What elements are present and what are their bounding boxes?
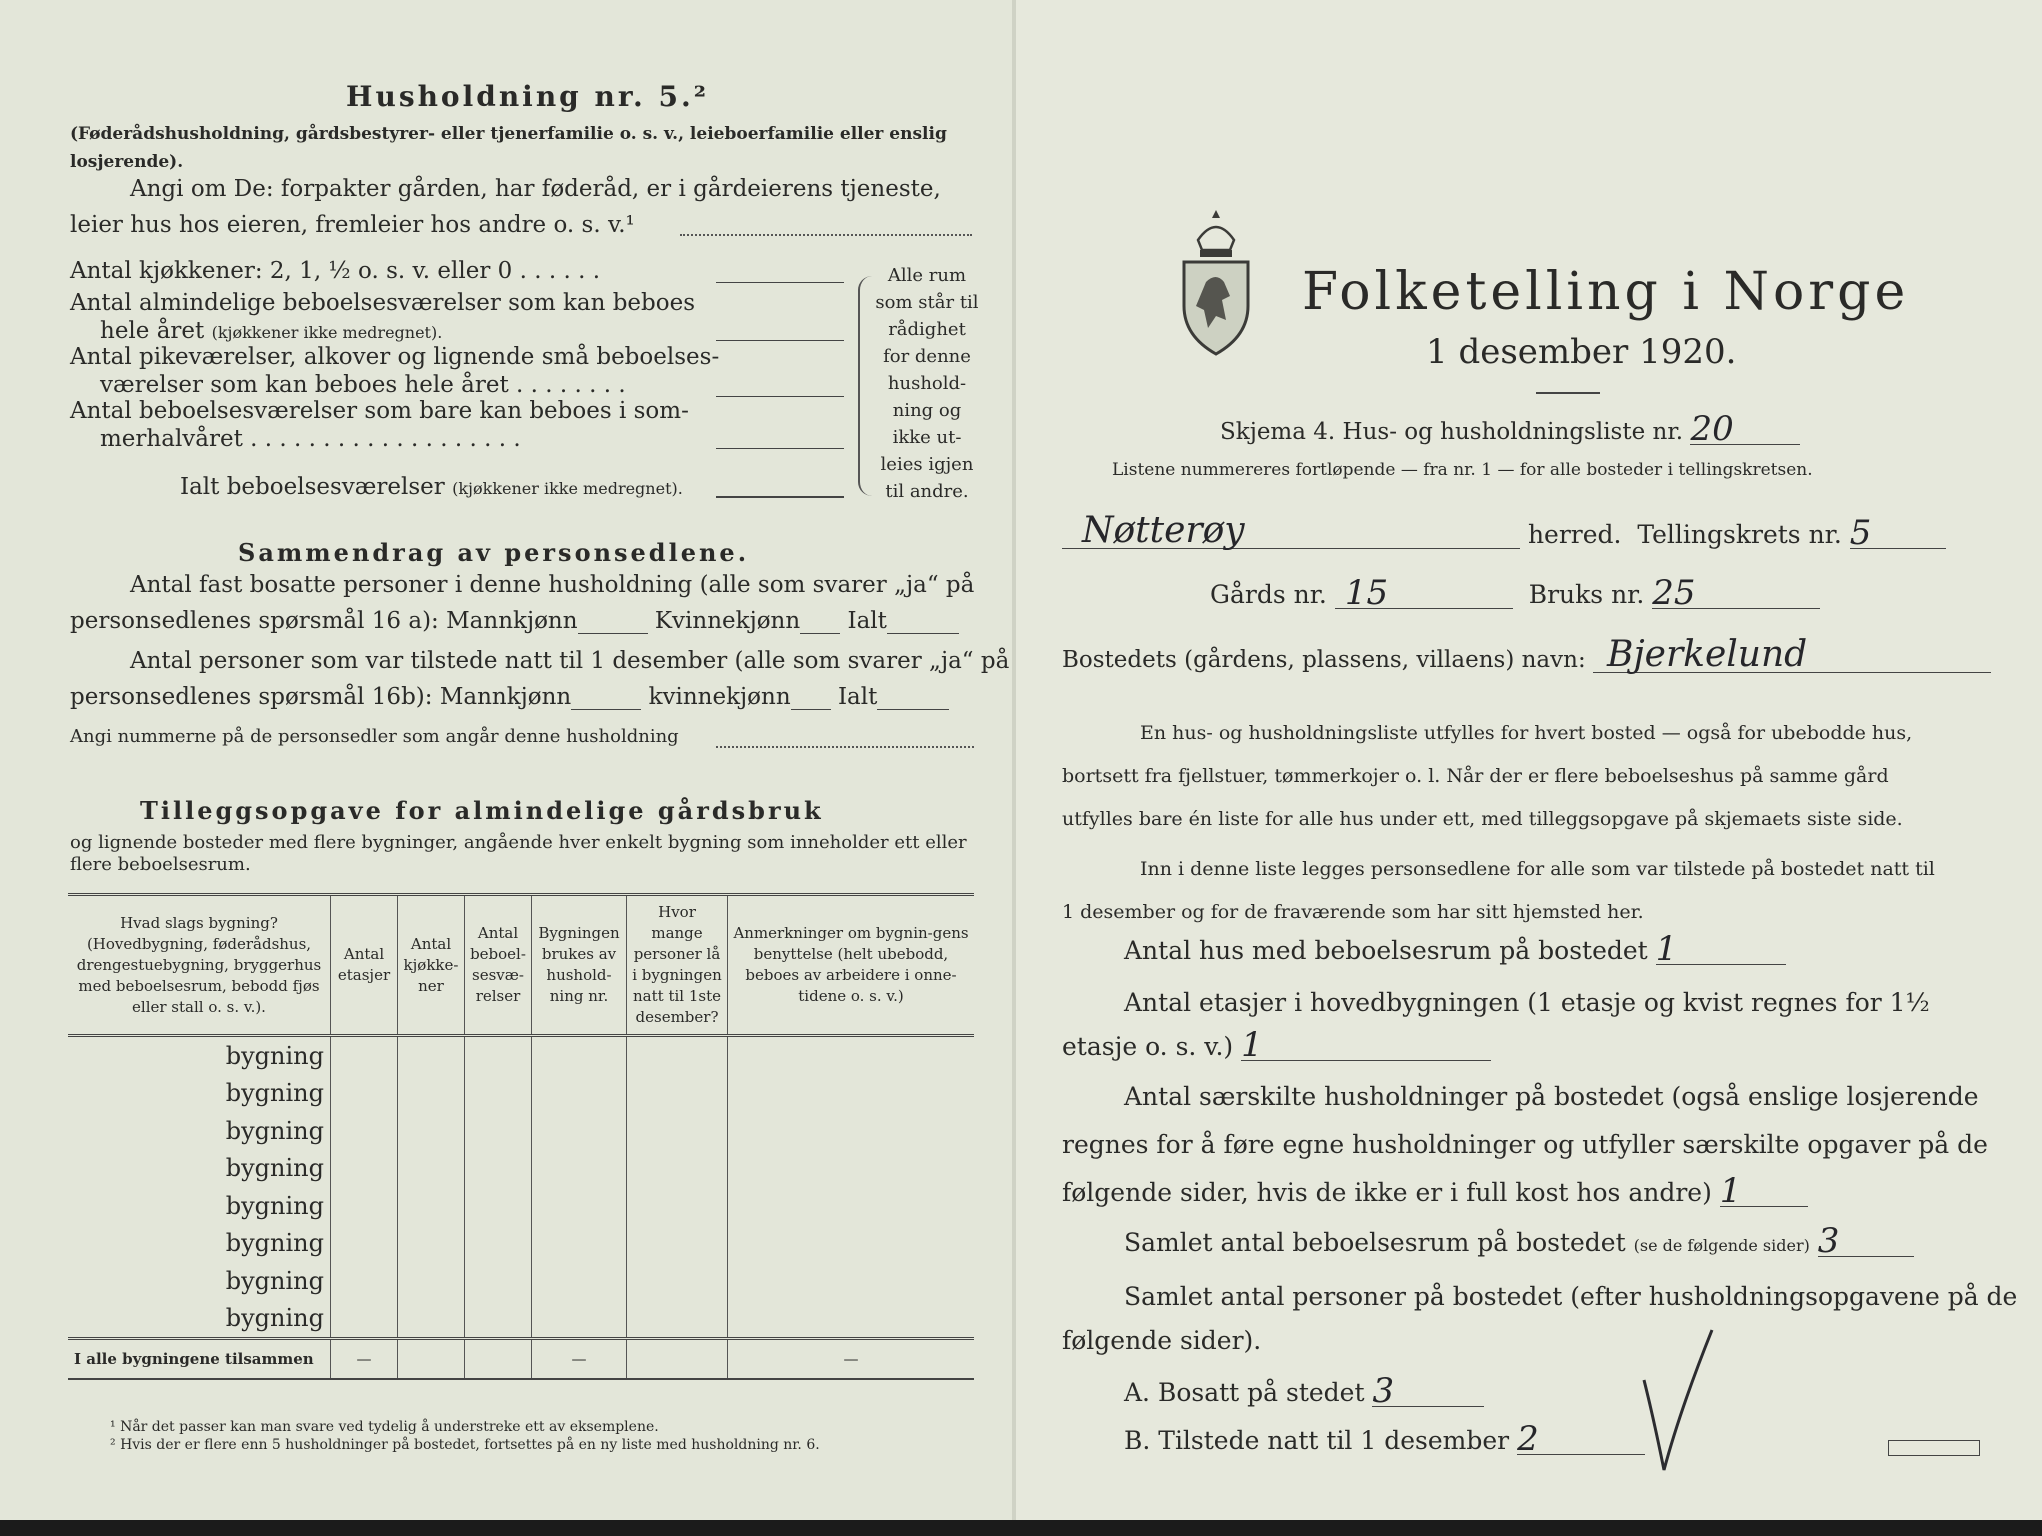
table-cell[interactable] bbox=[627, 1300, 728, 1339]
table-cell[interactable] bbox=[532, 1187, 627, 1225]
table-cell[interactable] bbox=[627, 1075, 728, 1113]
bruks-field[interactable]: 25 bbox=[1652, 578, 1820, 609]
table-cell[interactable] bbox=[728, 1187, 975, 1225]
total-remarks: — bbox=[728, 1339, 975, 1379]
table-total-row bbox=[68, 1339, 974, 1379]
q-hush-3: følgende sider, hvis de ikke er i full kost hos andre) 1 bbox=[1062, 1176, 1808, 1207]
table-cell[interactable] bbox=[331, 1300, 398, 1339]
rooms-total: Ialt beboelsesværelser (kjøkkener ikke medregnet). bbox=[180, 474, 683, 500]
rooms-summer-answer[interactable] bbox=[716, 448, 844, 449]
summary-line-5: Angi nummerne på de personsedler som angår denne husholdning bbox=[70, 726, 679, 747]
q-pers-1: Samlet antal personer på bostedet (efter husholdningsopgavene på de bbox=[1124, 1282, 2018, 1311]
table-cell[interactable] bbox=[532, 1300, 627, 1339]
q-rum-field[interactable]: 3 bbox=[1818, 1226, 1914, 1257]
table-cell[interactable] bbox=[465, 1225, 532, 1263]
q-b: B. Tilstede natt til 1 desember 2 bbox=[1124, 1424, 1645, 1455]
col-floors: Antal etasjer bbox=[331, 895, 398, 1036]
rooms-small: Antal pikeværelser, alkover og lignende små beboelses- bbox=[70, 344, 720, 370]
table-row bbox=[68, 1187, 974, 1225]
footnote-2: ² Hvis der er flere enn 5 husholdninger på bostedet, fortsettes på en ny liste med husholdning nr. 6. bbox=[110, 1437, 820, 1453]
building-label: bygning bbox=[225, 1041, 324, 1070]
q-etasjer-1: Antal etasjer i hovedbygningen (1 etasje og kvist regnes for 1½ bbox=[1124, 988, 1930, 1017]
left-page bbox=[0, 0, 1014, 1520]
table-cell[interactable] bbox=[728, 1075, 975, 1113]
instructions-1: En hus- og husholdningsliste utfylles for hvert bosted — også for ubebodde hus, bortsett fra fjellstuer, tømmerkojer o. l. Når der er flere beboelseshus på samme gård utfylles bare én liste for alle hus under ett, med tilleggsopgave på skjemaets siste side. bbox=[1062, 722, 1913, 830]
rooms-total-answer[interactable] bbox=[716, 496, 844, 498]
table-cell[interactable] bbox=[398, 1075, 465, 1113]
q-a: A. Bosatt på stedet 3 bbox=[1124, 1376, 1484, 1407]
table-cell[interactable] bbox=[331, 1036, 398, 1075]
summary-line-4: personsedlenes spørsmål 16b): Mannkjønn kvinnekjønn Ialt bbox=[70, 684, 949, 710]
building-label: bygning bbox=[225, 1079, 324, 1108]
table-cell[interactable] bbox=[532, 1036, 627, 1075]
building-type-cell[interactable] bbox=[68, 1150, 331, 1188]
rooms-summer: Antal beboelsesværelser som bare kan beboes i som- bbox=[70, 398, 689, 424]
summary-line-1: Antal fast bosatte personer i denne husholdning (alle som svarer „ja“ på bbox=[130, 572, 975, 598]
angi-line-2: leier hus hos eieren, fremleier hos andre o. s. v.¹ bbox=[70, 212, 635, 238]
table-cell[interactable] bbox=[465, 1150, 532, 1188]
tillegg-subtitle: og lignende bosteder med flere bygninger, angående hver enkelt bygning som inneholder ett eller flere beboelsesrum. bbox=[70, 832, 967, 875]
q-b-field[interactable]: 2 bbox=[1517, 1424, 1645, 1455]
gards-line: Gårds nr. 15 Bruks nr. 25 bbox=[1210, 578, 1820, 609]
tillegg-title: Tilleggsopgave for almindelige gårdsbruk bbox=[140, 796, 824, 825]
table-cell[interactable] bbox=[398, 1300, 465, 1339]
table-cell[interactable] bbox=[627, 1150, 728, 1188]
q-etasjer-2: etasje o. s. v.) 1 bbox=[1062, 1030, 1491, 1061]
col-building-type: Hvad slags bygning? (Hovedbygning, føderådshus, drengestuebygning, bryggerhus med beboelsesrum, bebodd fjøs eller stall o. s. v.). bbox=[76, 913, 322, 1016]
col-persons: Hvor mange personer lå i bygningen natt til 1ste desember? bbox=[627, 895, 728, 1036]
title-rule bbox=[1536, 392, 1600, 394]
rooms-kitchens: Antal kjøkkener: 2, 1, ½ o. s. v. eller 0 . . . . . . bbox=[70, 258, 601, 284]
building-label: bygning bbox=[225, 1266, 324, 1295]
building-label: bygning bbox=[225, 1116, 324, 1145]
list-number-field[interactable]: 20 bbox=[1690, 414, 1800, 445]
census-title: Folketelling i Norge bbox=[1302, 262, 1910, 322]
q-a-field[interactable]: 3 bbox=[1372, 1376, 1484, 1407]
table-row bbox=[68, 1225, 974, 1263]
q-pers-2: følgende sider). bbox=[1062, 1326, 1262, 1355]
table-cell[interactable] bbox=[532, 1112, 627, 1150]
table-cell[interactable] bbox=[532, 1150, 627, 1188]
table-cell[interactable] bbox=[627, 1187, 728, 1225]
building-label: bygning bbox=[225, 1304, 324, 1333]
building-type-cell[interactable] bbox=[68, 1112, 331, 1150]
rooms-ordinary: Antal almindelige beboelsesværelser som kan beboes bbox=[70, 290, 696, 316]
table-cell[interactable] bbox=[398, 1262, 465, 1300]
q-hush-2: regnes for å føre egne husholdninger og utfyller særskilte opgaver på de bbox=[1062, 1130, 1988, 1159]
q-etasjer-field[interactable]: 1 bbox=[1241, 1030, 1491, 1061]
rooms-kitchens-answer[interactable] bbox=[716, 282, 844, 283]
col-remarks: Anmerkninger om bygnin-gens benyttelse (helt ubebodd, beboes av arbeidere i onne-tidene o. s. v.) bbox=[728, 895, 975, 1036]
summary-line-2: personsedlenes spørsmål 16 a): Mannkjønn Kvinnekjønn Ialt bbox=[70, 608, 959, 634]
table-cell[interactable] bbox=[627, 1225, 728, 1263]
table-cell[interactable] bbox=[465, 1036, 532, 1075]
rooms-ordinary-answer[interactable] bbox=[716, 340, 844, 341]
q-hush-1: Antal særskilte husholdninger på bostedet (også enslige losjerende bbox=[1124, 1082, 1979, 1111]
building-type-cell[interactable] bbox=[68, 1036, 331, 1075]
building-type-cell[interactable] bbox=[68, 1187, 331, 1225]
total-floors: — bbox=[331, 1339, 398, 1379]
table-row bbox=[68, 1036, 974, 1075]
table-cell[interactable] bbox=[627, 1262, 728, 1300]
table-cell[interactable] bbox=[728, 1036, 975, 1075]
total-rooms[interactable] bbox=[465, 1339, 532, 1379]
buildings-table bbox=[68, 893, 974, 1380]
table-cell[interactable] bbox=[331, 1187, 398, 1225]
rooms-ordinary-2: hele året (kjøkkener ikke medregnet). bbox=[100, 318, 443, 344]
tellingskrets-field[interactable]: 5 bbox=[1850, 518, 1946, 549]
table-cell[interactable] bbox=[728, 1225, 975, 1263]
total-label: I alle bygningene tilsammen bbox=[68, 1339, 331, 1379]
total-persons[interactable] bbox=[627, 1339, 728, 1379]
table-cell[interactable] bbox=[331, 1150, 398, 1188]
coat-of-arms-icon bbox=[1176, 206, 1256, 362]
side-note: Alle rum som står til rådighet for denne hushold- ning og ikke ut- leies igjen til andre. bbox=[875, 265, 979, 502]
table-cell[interactable] bbox=[465, 1262, 532, 1300]
col-rooms: Antal beboel-sesvæ-relser bbox=[465, 895, 532, 1036]
table-cell[interactable] bbox=[331, 1112, 398, 1150]
table-cell[interactable] bbox=[465, 1112, 532, 1150]
table-cell[interactable] bbox=[532, 1075, 627, 1113]
building-label: bygning bbox=[225, 1191, 324, 1220]
total-household: — bbox=[532, 1339, 627, 1379]
table-row bbox=[68, 1262, 974, 1300]
col-kitchens: Antal kjøkke-ner bbox=[398, 895, 465, 1036]
table-cell[interactable] bbox=[331, 1262, 398, 1300]
table-cell[interactable] bbox=[398, 1225, 465, 1263]
bosted-line: Bostedets (gårdens, plassens, villaens) navn: Bjerkelund bbox=[1062, 638, 1991, 673]
table-row bbox=[68, 1300, 974, 1339]
table-cell[interactable] bbox=[331, 1225, 398, 1263]
table-cell[interactable] bbox=[398, 1036, 465, 1075]
herred-field[interactable]: Nøtterøy bbox=[1062, 514, 1520, 549]
table-cell[interactable] bbox=[728, 1112, 975, 1150]
rooms-small-2: værelser som kan beboes hele året . . . . . . . . bbox=[100, 372, 626, 398]
instructions-2: Inn i denne liste legges personsedlene for alle som var tilstede på bostedet natt til 1 desember og for de fraværende som har sitt hjemsted her. bbox=[1062, 858, 1935, 923]
table-cell[interactable] bbox=[398, 1187, 465, 1225]
skjema-line: Skjema 4. Hus- og husholdningsliste nr. 20 bbox=[1220, 414, 1800, 445]
census-date: 1 desember 1920. bbox=[1426, 332, 1737, 372]
table-row bbox=[68, 1112, 974, 1150]
table-cell[interactable] bbox=[532, 1225, 627, 1263]
right-page bbox=[1016, 0, 2042, 1520]
table-cell[interactable] bbox=[465, 1075, 532, 1113]
q-hus-field[interactable]: 1 bbox=[1656, 934, 1786, 965]
building-type-cell[interactable] bbox=[68, 1225, 331, 1263]
table-cell[interactable] bbox=[728, 1300, 975, 1339]
rooms-small-answer[interactable] bbox=[716, 396, 844, 397]
household-title: Husholdning nr. 5.² bbox=[346, 80, 710, 113]
table-row bbox=[68, 1075, 974, 1113]
bosted-field[interactable]: Bjerkelund bbox=[1593, 638, 1991, 673]
total-kitchens[interactable] bbox=[398, 1339, 465, 1379]
rooms-summer-2: merhalvåret . . . . . . . . . . . . . . . . . . . bbox=[100, 426, 521, 452]
building-type-cell[interactable] bbox=[68, 1262, 331, 1300]
table-cell[interactable] bbox=[398, 1150, 465, 1188]
summary-numbers-answer[interactable] bbox=[716, 746, 974, 748]
table-cell[interactable] bbox=[465, 1187, 532, 1225]
col-household: Bygningen brukes av hushold-ning nr. bbox=[532, 895, 627, 1036]
herred-line: Nøtterøy herred. Tellingskrets nr. 5 bbox=[1062, 514, 1946, 549]
building-label: bygning bbox=[225, 1154, 324, 1183]
footnotes bbox=[110, 1418, 820, 1454]
printer-stamp bbox=[1888, 1440, 1980, 1456]
table-cell[interactable] bbox=[465, 1300, 532, 1339]
table-cell[interactable] bbox=[728, 1150, 975, 1188]
summary-line-3: Antal personer som var tilstede natt til 1 desember (alle som svarer „ja“ på bbox=[130, 648, 1010, 674]
footnote-1: ¹ Når det passer kan man svare ved tydelig å understreke ett av eksemplene. bbox=[110, 1419, 659, 1435]
table-cell[interactable] bbox=[627, 1112, 728, 1150]
table-cell[interactable] bbox=[398, 1112, 465, 1150]
gards-field[interactable]: 15 bbox=[1335, 578, 1513, 609]
table-cell[interactable] bbox=[331, 1075, 398, 1113]
check-mark-icon bbox=[1626, 1300, 1736, 1480]
listene-note: Listene nummereres fortløpende — fra nr. 1 — for alle bosteder i tellingskretsen. bbox=[1112, 460, 1813, 480]
q-hush-field[interactable]: 1 bbox=[1720, 1176, 1808, 1207]
angi-line-1: Angi om De: forpakter gården, har føderåd, er i gårdeierens tjeneste, bbox=[130, 176, 941, 202]
table-header-row bbox=[68, 895, 974, 1036]
summary-title: Sammendrag av personsedlene. bbox=[238, 538, 750, 567]
building-type-cell[interactable] bbox=[68, 1300, 331, 1339]
q-rum: Samlet antal beboelsesrum på bostedet (se de følgende sider) 3 bbox=[1124, 1226, 1914, 1257]
table-row bbox=[68, 1150, 974, 1188]
building-label: bygning bbox=[225, 1229, 324, 1258]
angi-answer-line[interactable] bbox=[680, 234, 972, 236]
household-subtitle: (Føderådshusholdning, gårdsbestyrer- eller tjenerfamilie o. s. v., leieboerfamilie eller enslig losjerende). bbox=[70, 124, 947, 172]
table-cell[interactable] bbox=[627, 1036, 728, 1075]
table-cell[interactable] bbox=[728, 1262, 975, 1300]
q-hus: Antal hus med beboelsesrum på bostedet 1 bbox=[1124, 934, 1786, 965]
building-type-cell[interactable] bbox=[68, 1075, 331, 1113]
table-cell[interactable] bbox=[532, 1262, 627, 1300]
